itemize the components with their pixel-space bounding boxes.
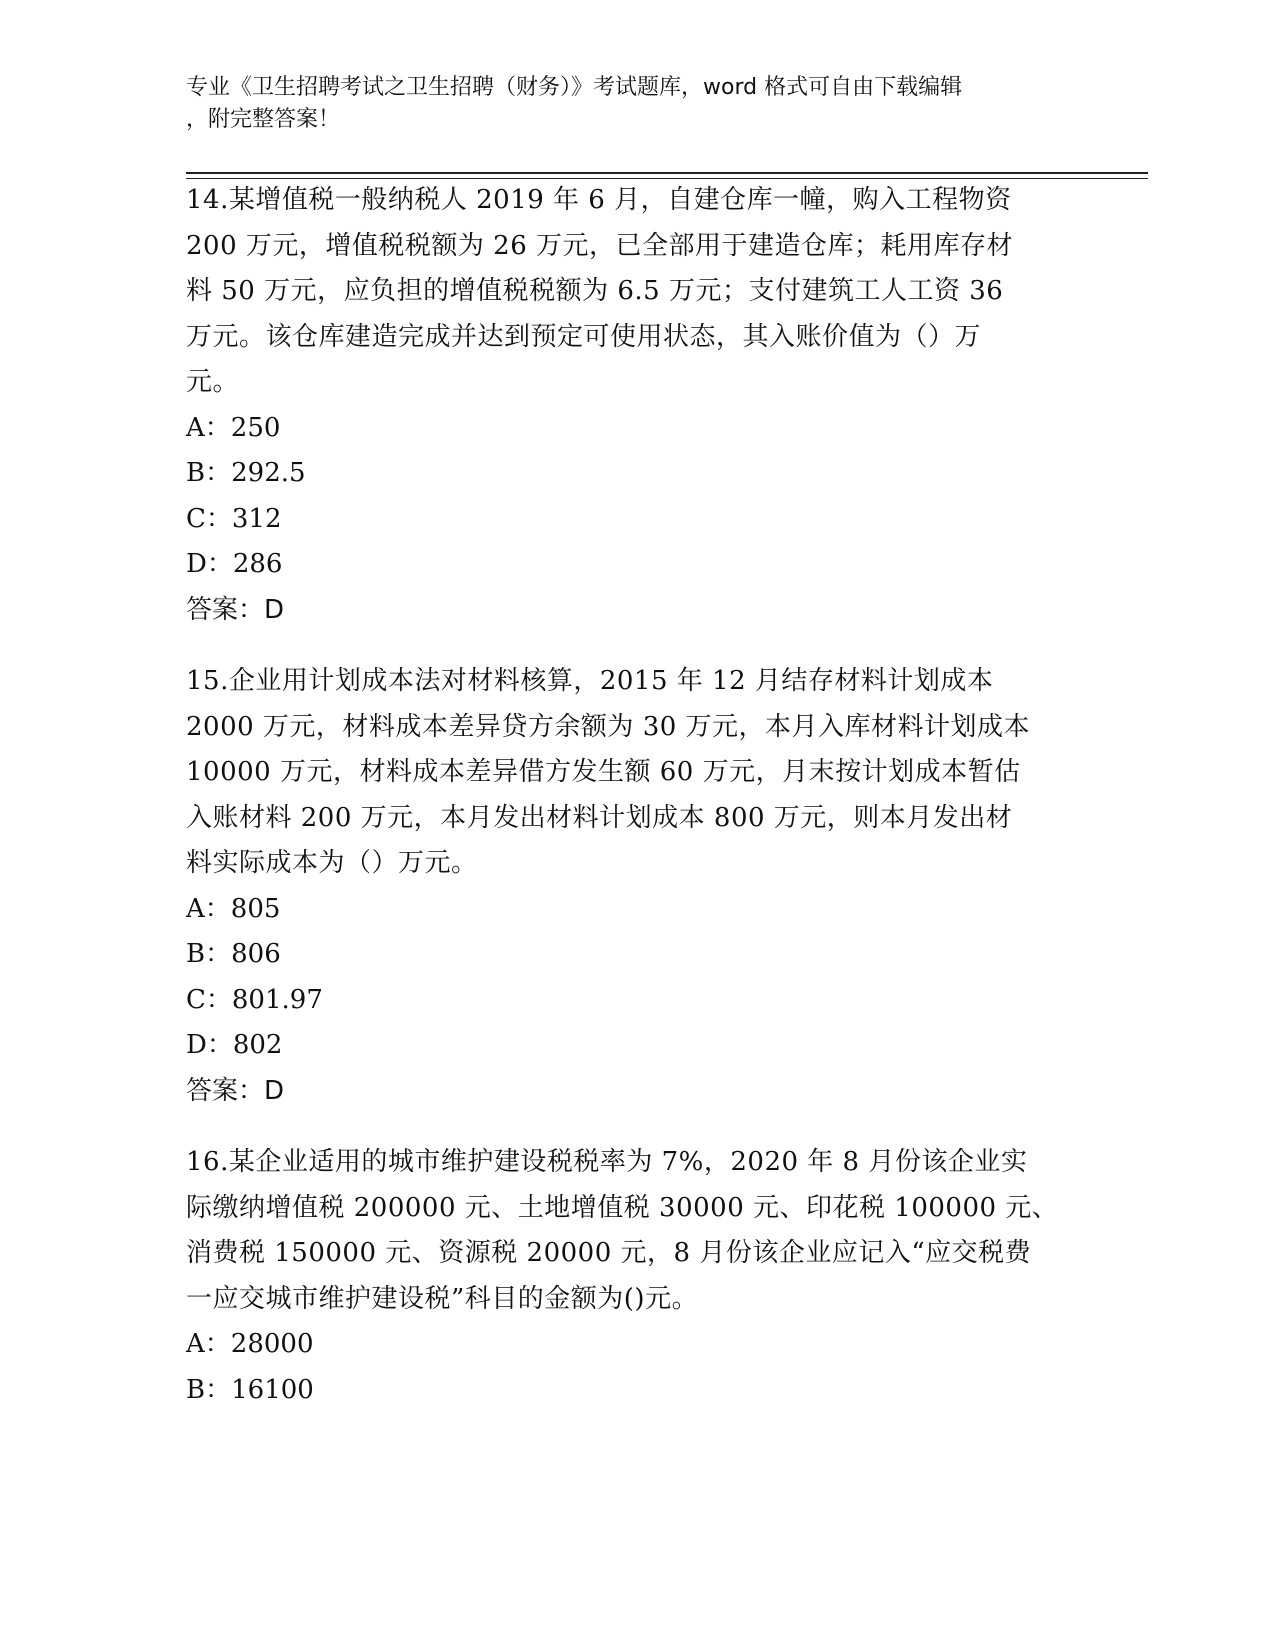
option-c: C：801.97	[186, 984, 323, 1015]
option-a: A：805	[186, 893, 281, 924]
option-d: D：802	[186, 1030, 283, 1060]
question-text-line: 元。	[186, 367, 240, 397]
question-text-line: 16.某企业适用的城市维护建设税税率为 7%，2020 年 8 月份该企业实	[186, 1147, 1028, 1177]
option-a: A：250	[186, 412, 281, 443]
option-c: C：312	[186, 503, 282, 534]
option-b: B：292.5	[186, 458, 306, 488]
document-header	[186, 72, 1066, 136]
header-title-line-2: ，附完整答案！	[186, 107, 341, 132]
question-text-line: 200 万元，增值税税额为 26 万元，已全部用于建造仓库；耗用库存材	[186, 230, 1014, 261]
question-15	[186, 659, 1086, 1114]
question-text-line: 万元。该仓库建造完成并达到预定可使用状态，其入账价值为（）万	[186, 321, 982, 352]
answer-label: 答案：D	[186, 1075, 285, 1106]
question-text-line: 15.企业用计划成本法对材料核算，2015 年 12 月结存材料计划成本	[186, 666, 994, 696]
option-d: D：286	[186, 549, 283, 579]
question-text-line: 14.某增值税一般纳税人 2019 年 6 月，自建仓库一幢，购入工程物资	[186, 185, 1012, 215]
question-16	[186, 1140, 1086, 1413]
question-14	[186, 178, 1086, 633]
question-text-line: 消费税 150000 元、资源税 20000 元，8 月份该企业应记入“应交税费	[186, 1238, 1032, 1268]
header-divider-thick	[186, 172, 1148, 174]
answer-label: 答案：D	[186, 594, 285, 625]
option-b: B：806	[186, 939, 281, 969]
question-text-line: 际缴纳增值税 200000 元、土地增值税 30000 元、印花税 100000 元、	[186, 1192, 1059, 1223]
question-text-line: 料实际成本为（）万元。	[186, 848, 478, 878]
question-text-line: 料 50 万元，应负担的增值税税额为 6.5 万元；支付建筑工人工资 36	[186, 276, 1004, 306]
option-b: B：16100	[186, 1374, 314, 1405]
header-title-line-1: 专业《卫生招聘考试之卫生招聘（财务）》考试题库，word 格式可自由下载编辑	[186, 75, 963, 100]
question-text-line: 入账材料 200 万元，本月发出材料计划成本 800 万元，则本月发出材	[186, 802, 1013, 833]
option-a: A：28000	[186, 1329, 314, 1359]
question-text-line: 10000 万元，材料成本差异借方发生额 60 万元，月末按计划成本暂估	[186, 757, 1021, 787]
question-text-line: 一应交城市维护建设税”科目的金额为()元。	[186, 1283, 699, 1314]
question-text-line: 2000 万元，材料成本差异贷方余额为 30 万元，本月入库材料计划成本	[186, 711, 1031, 742]
